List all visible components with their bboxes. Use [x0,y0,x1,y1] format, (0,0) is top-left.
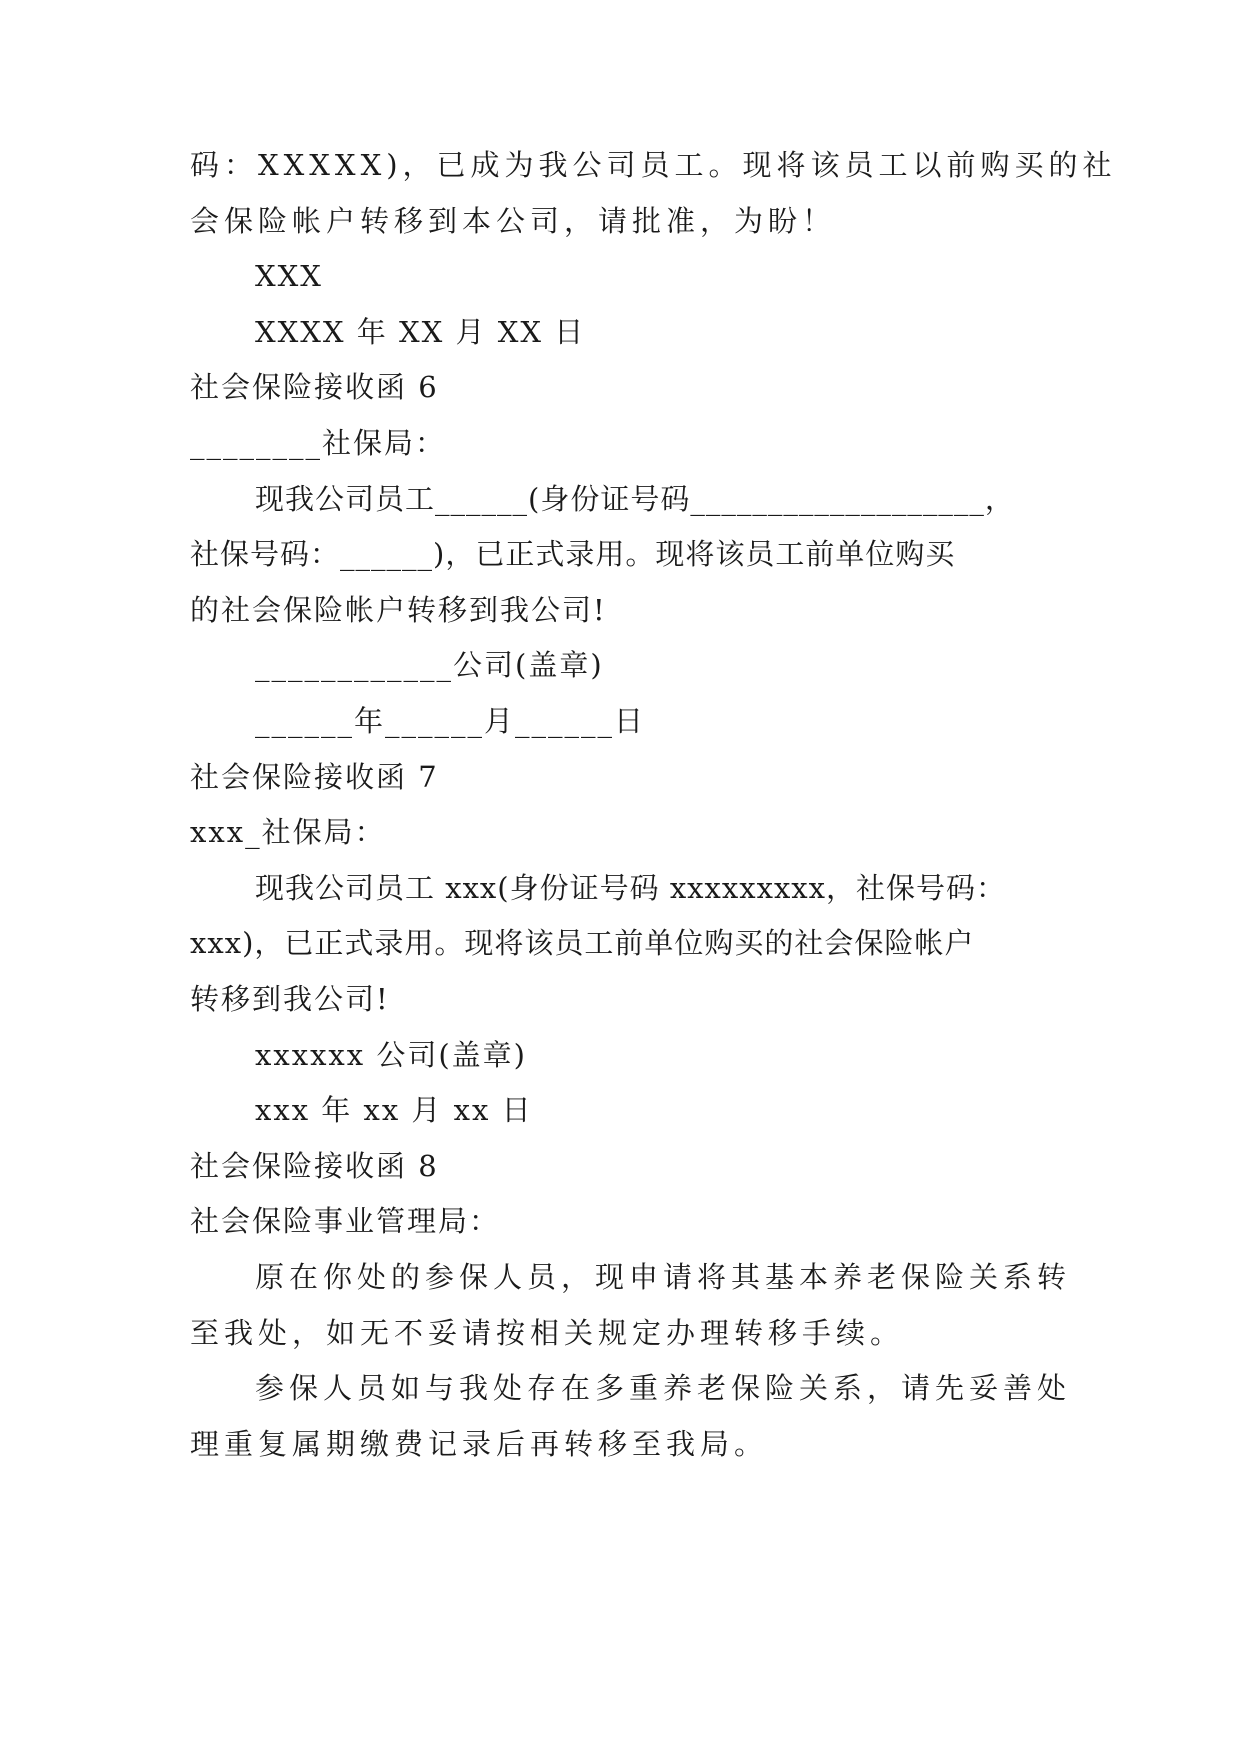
paragraph-line: 转移到我公司! [190,982,390,1016]
date-line: ______年______月______日 [255,704,646,738]
letter-title: 社会保险接收函 7 [190,760,439,794]
paragraph-line: 至我处，如无不妥请按相关规定办理转移手续。 [190,1316,905,1350]
paragraph-line: 会保险帐户转移到本公司，请批准，为盼！ [190,204,837,238]
letter-title: 社会保险接收函 8 [190,1149,439,1183]
letter-salutation: ________社保局： [190,426,447,460]
paragraph-line: 理重复属期缴费记录后再转移至我局。 [190,1427,769,1461]
company-seal-line: ____________公司(盖章) [255,648,604,682]
paragraph-line: 社保号码：______)，已正式录用。现将该员工前单位购买 [190,537,956,571]
paragraph-line: 的社会保险帐户转移到我公司! [190,593,607,627]
paragraph-line: 现我公司员工 xxx(身份证号码 xxxxxxxxx，社保号码： [255,871,1007,905]
date-line: xxx 年 xx 月 xx 日 [255,1093,533,1127]
paragraph-line: 参保人员如与我处存在多重养老保险关系，请先妥善处 [255,1371,1072,1405]
paragraph-line: 原在你处的参保人员，现申请将其基本养老保险关系转 [255,1260,1072,1294]
paragraph-line: 码：XXXXX)，已成为我公司员工。现将该员工以前购买的社 [190,148,1117,182]
signature-name: XXX [255,259,323,293]
company-seal-line: xxxxxx 公司(盖章) [255,1038,527,1072]
letter-title: 社会保险接收函 6 [190,370,439,404]
paragraph-line: 现我公司员工______(身份证号码___________________， [255,482,1015,516]
letter-salutation: xxx_社保局： [190,815,386,849]
signature-date: XXXX 年 XX 月 XX 日 [255,315,586,349]
paragraph-line: xxx)，已正式录用。现将该员工前单位购买的社会保险帐户 [190,926,975,960]
letter-salutation: 社会保险事业管理局： [190,1204,501,1238]
